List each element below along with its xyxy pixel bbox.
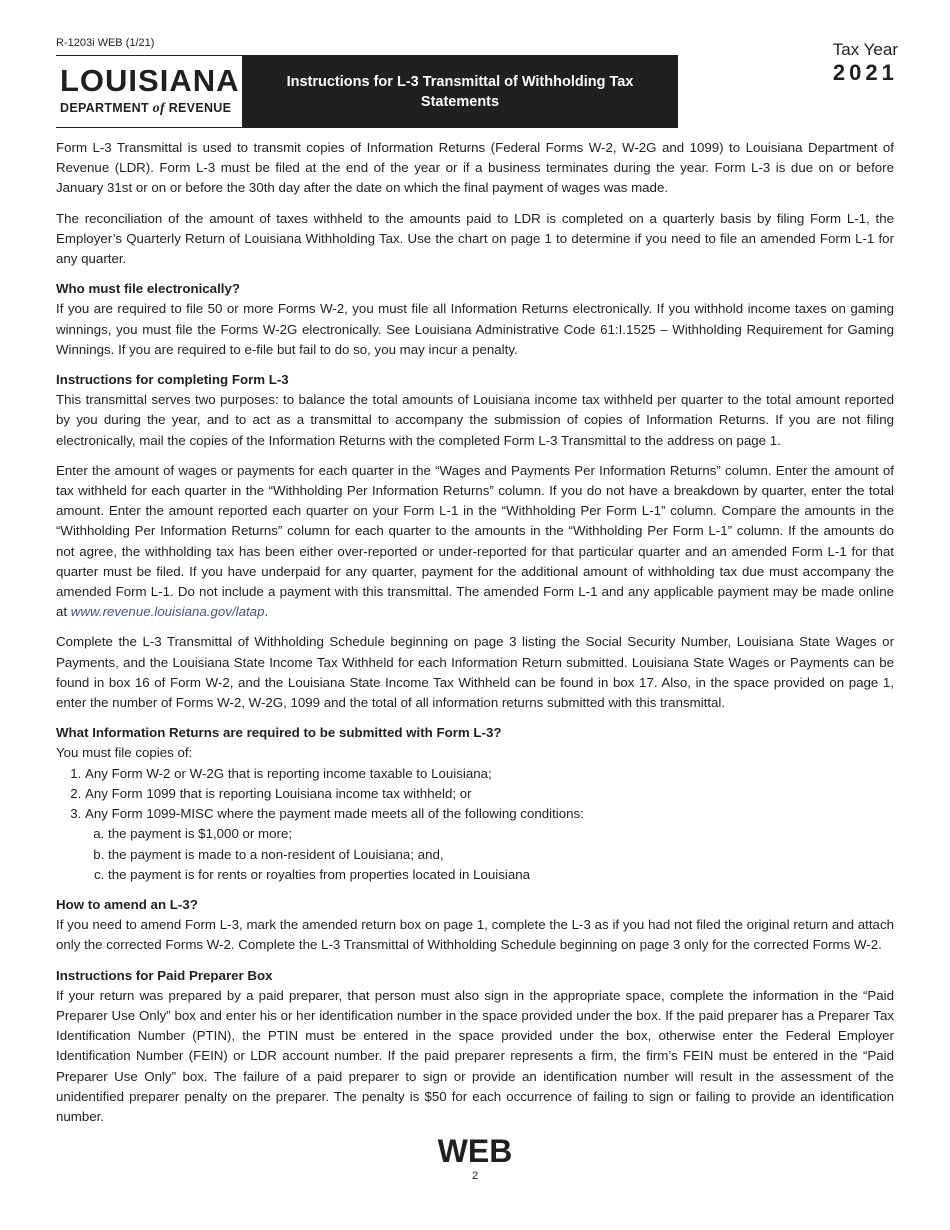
footer-web-label: WEB: [437, 1133, 513, 1169]
list-item: [85, 804, 894, 885]
required-list: [56, 764, 894, 885]
header-bar: [56, 55, 678, 128]
section-heading: How to amend an L-3?: [56, 896, 198, 912]
tax-year-value: 2021: [832, 60, 898, 85]
logo-state: LOUISIANA: [60, 63, 240, 98]
list-item: c. the payment is for rents or royalties from properties located in Louisiana: [108, 865, 894, 885]
list-item: a. the payment is $1,000 or more;: [108, 824, 894, 844]
section-body-text: Enter the amount of wages or payments for each quarter in the “Wages and Payments Per Information Returns” column. Enter the amount of tax withheld for each quarter in the “Withholding Per Information Returns” column. If you do not have a breakdown by quarter, enter the total amount. Enter the amount reported each quarter on your Form L-1 in the “Withholding Per Form L-1” column. Compare the amounts in the “Withholding Per Information Returns” column for each quarter to the amounts in the “Withholding Per Form L-1” column. If the amounts do not agree, the withholding tax has been either over-reported or under-reported for that particular quarter and an amended Form L-1 for that quarter must be filed. If you have underpaid for any quarter, payment for the additional amount of withholding tax due must accompany the amended Form L-1. Do not include a payment with this transmittal. The amended Form L-1 and any applicable payment may be made online at: [56, 462, 894, 620]
section-body: [56, 461, 894, 623]
logo-dept: [60, 101, 231, 117]
logo-dept-post: REVENUE: [168, 101, 232, 115]
required-intro: You must file copies of:: [56, 745, 193, 761]
section-body: Complete the L-3 Transmittal of Withholding Schedule beginning on page 3 listing the Social Security Number, Louisiana State Wages or Payments, and the Louisiana State Income Tax Withheld for each Information Return submitted. Louisiana State Wages or Payments can be found in box 16 of Form W-2, and the Louisiana State Income Tax Withheld can be found in box 17. Also, in the space provided on page 1, enter the number of Forms W-2, W-2G, 1099 and the total of all information returns submitted with this transmittal.: [56, 634, 894, 711]
instructions-content: [56, 138, 894, 1137]
section-completing: [56, 370, 894, 713]
section-heading: Instructions for Paid Preparer Box: [56, 967, 273, 983]
section-heading: What Information Returns are required to be submitted with Form L-3?: [56, 725, 502, 741]
list-item: 1. Any Form W-2 or W-2G that is reporting income taxable to Louisiana;: [85, 764, 894, 784]
section-heading: Instructions for completing Form L-3: [56, 372, 289, 388]
form-code: R-1203i WEB (1/21): [56, 37, 155, 49]
tax-year: [833, 40, 898, 86]
conditions-list: [85, 824, 894, 885]
section-body-end: .: [264, 604, 269, 620]
latap-link[interactable]: www.revenue.louisiana.gov/latap: [70, 604, 265, 620]
logo-dept-of: of: [152, 101, 165, 116]
list-item: 2. Any Form 1099 that is reporting Louisiana income tax withheld; or: [85, 784, 894, 804]
section-electronic: [56, 279, 894, 360]
section-body: If your return was prepared by a paid preparer, that person must also sign in the appropriate space, complete the information in the “Paid Preparer Use Only” box and enter his or her identification number in the space provided under the box. If the paid preparer has a Preparer Tax Identification Number (PTIN), the PTIN must be entered in the space provided under the box, otherwise enter the Federal Employer Identification Number (FEIN) or LDR account number. If the paid preparer represents a firm, the firm’s FEIN must be entered in the “Paid Preparer Use Only” box. The failure of a paid preparer to sign or provide an identification number will result in the assessment of the unidentified preparer penalty on the preparer. The penalty is $50 for each occurrence of failing to sign or failing to provide an identification number.: [56, 987, 894, 1124]
ldr-logo: [56, 56, 242, 127]
list-item-text: Any Form 1099-MISC where the payment made meets all of the following conditions:: [85, 806, 584, 822]
list-item: b. the payment is made to a non-resident of Louisiana; and,: [108, 845, 894, 865]
section-body: If you are required to file 50 or more Forms W-2, you must file all Information Returns electronically. If you withhold income taxes on gaming winnings, you must file the Forms W-2G electronically. See Louisiana Administrative Code 61:I.1525 – Withholding Requirement for Gaming Winnings. If you are required to e-file but fail to do so, you may incur a penalty.: [56, 301, 894, 357]
intro-paragraph-1: Form L-3 Transmittal is used to transmit copies of Information Returns (Federal Forms W-2, W-2G and 1099) to Louisiana Department of Revenue (LDR). Form L-3 must be filed at the end of the year or if a business terminates during the year. Form L-3 is due on or before January 31st or on or before the 30th day after the date on which the final payment of wages was made.: [56, 140, 894, 196]
section-amend: [56, 895, 894, 956]
title-box: [242, 56, 678, 127]
section-body: This transmittal serves two purposes: to balance the total amounts of Louisiana income tax withheld per quarter to the total amount reported by you during the year, and to act as a transmittal to accompany the submission of copies of Information Returns. If you are not filing electronically, mail the copies of the Information Returns with the completed Form L-3 Transmittal to the address on page 1.: [56, 392, 894, 448]
page-title: Instructions for L-3 Transmittal of Withholding Tax Statements: [286, 73, 634, 110]
tax-year-label: Tax Year: [832, 40, 898, 59]
section-heading: Who must file electronically?: [56, 281, 240, 297]
intro-paragraph-2: The reconciliation of the amount of taxes withheld to the amounts paid to LDR is completed on a quarterly basis by filing Form L-1, the Employer’s Quarterly Return of Louisiana Withholding Tax. Use the chart on page 1 to determine if you need to file an amended Form L-1 for any quarter.: [56, 210, 894, 267]
section-preparer: [56, 966, 894, 1128]
page-number: 2: [471, 1170, 479, 1182]
section-body: If you need to amend Form L-3, mark the amended return box on page 1, complete the L-3 as if you had not filed the original return and attach only the corrected Forms W-2. Complete the L-3 Transmittal of Withholding Schedule beginning on page 3 only for the corrected Forms W-2.: [56, 917, 894, 953]
section-required: [56, 723, 894, 885]
logo-dept-pre: DEPARTMENT: [60, 101, 149, 115]
